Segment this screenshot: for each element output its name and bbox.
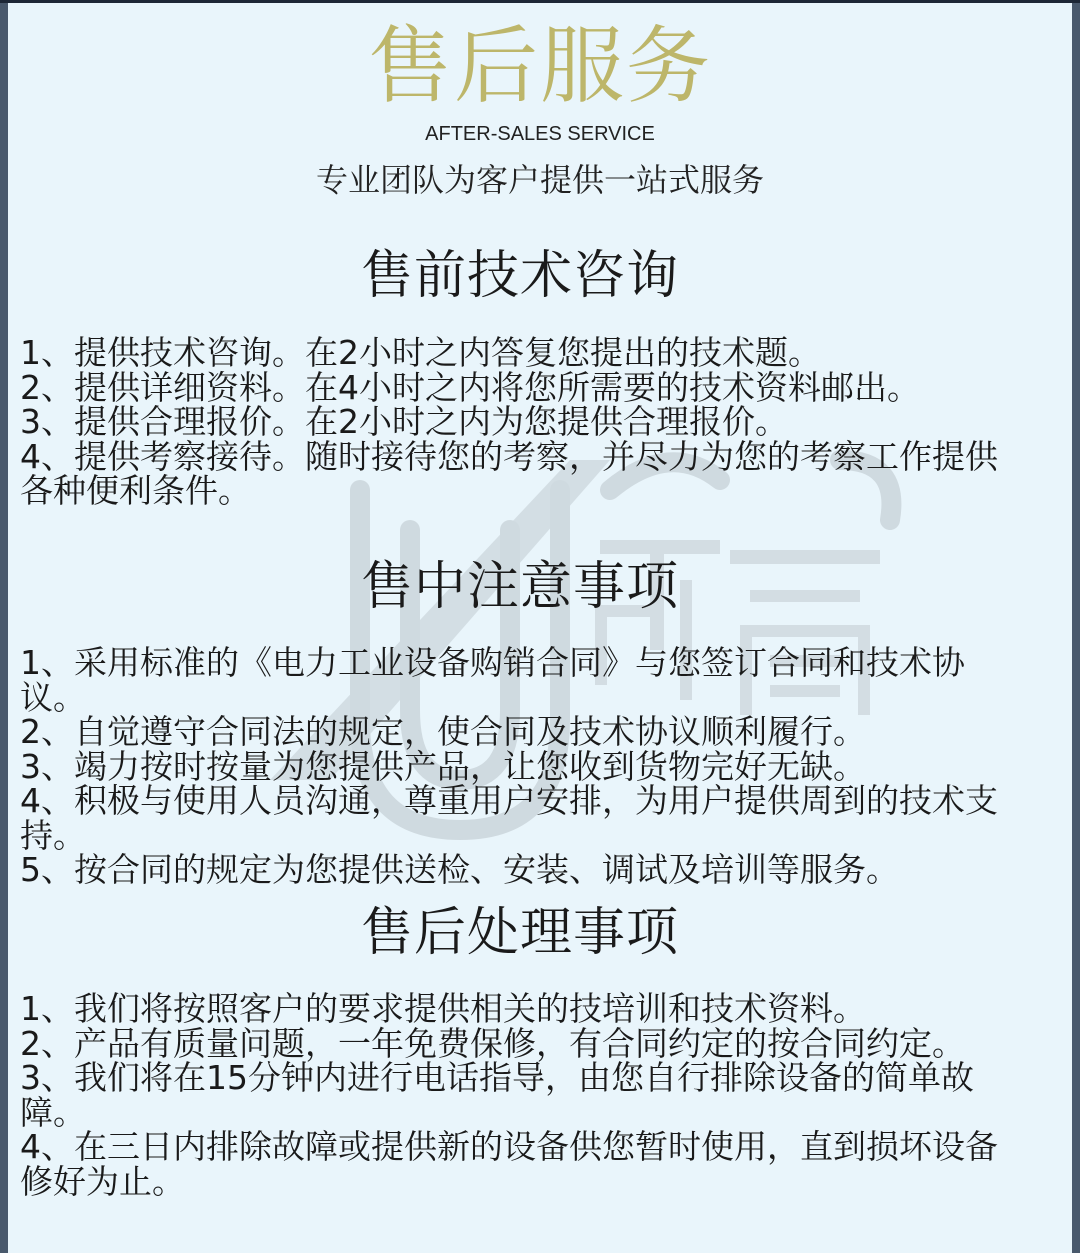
list-item: 4、在三日内排除故障或提供新的设备供您暂时使用，直到损坏设备修好为止。 [20,1127,998,1201]
page-title: 售后服务 [367,17,712,115]
in-sales-list [20,643,1020,889]
top-border [0,0,1080,3]
list-item: 5、按合同的规定为您提供送检、安装、调试及培训等服务。 [20,850,899,889]
list-item: 1、我们将按照客户的要求提供相关的技培训和技术资料。 [20,989,866,1028]
section-heading-after-sales: 售后处理事项 [360,903,679,963]
section-heading-in-sales: 售中注意事项 [360,557,679,617]
list-item: 4、提供考察接待。随时接待您的考察，并尽力为您的考察工作提供各种便利条件。 [20,436,998,510]
page-subtitle-english: AFTER-SALES SERVICE [425,123,655,145]
page-tagline: 专业团队为客户提供一站式服务 [315,161,764,199]
after-sales-list [20,989,1020,1201]
section-heading-pre-sales: 售前技术咨询 [360,246,679,306]
list-item: 1、采用标准的《电力工业设备购销合同》与您签订合同和技术协议。 [20,643,965,717]
list-item: 2、自觉遵守合同法的规定，使合同及技术协议顺利履行。 [20,712,866,751]
list-item: 3、提供合理报价。在2小时之内为您提供合理报价。 [20,402,788,441]
list-item: 2、产品有质量问题，一年免费保修，有合同约定的按合同约定。 [20,1023,965,1063]
list-item: 4、积极与使用人员沟通，尊重用户安排，为用户提供周到的技术支持。 [20,781,998,855]
list-item: 1、提供技术咨询。在2小时之内答复您提出的技术题。 [20,333,821,372]
list-item: 3、我们将在15分钟内进行电话指导，由您自行排除设备的简单故障。 [20,1058,974,1132]
list-item: 2、提供详细资料。在4小时之内将您所需要的技术资料邮出。 [20,367,920,407]
list-item: 3、竭力按时按量为您提供产品，让您收到货物完好无缺。 [20,746,866,786]
pre-sales-list [20,333,1020,510]
